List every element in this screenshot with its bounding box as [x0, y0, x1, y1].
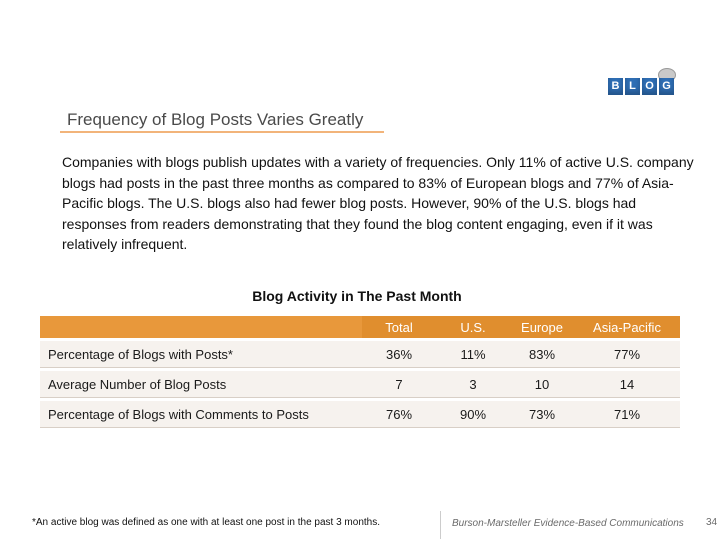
row-label: Average Number of Blog Posts — [40, 371, 362, 398]
footnote: *An active blog was defined as one with at least one post in the past 3 months. — [32, 517, 380, 528]
table-cell: 76% — [362, 401, 436, 428]
blog-logo — [608, 74, 678, 102]
table-cell: 36% — [362, 341, 436, 368]
table-cell: 83% — [510, 341, 574, 368]
table-cell: 90% — [436, 401, 510, 428]
footer-divider — [440, 511, 441, 539]
table-cell: 10 — [510, 371, 574, 398]
header-blank-cell — [40, 316, 362, 338]
logo-letter: B — [608, 78, 623, 95]
blog-logo-letters — [608, 78, 674, 95]
page-number: 34 — [706, 517, 718, 528]
table-row — [40, 371, 680, 398]
logo-letter: L — [625, 78, 640, 95]
logo-letter: G — [659, 78, 674, 95]
column-header: Total — [362, 316, 436, 338]
table-header-row — [40, 316, 680, 338]
table-row — [40, 341, 680, 368]
table-cell: 73% — [510, 401, 574, 428]
table-row — [40, 401, 680, 428]
table-cell: 3 — [436, 371, 510, 398]
row-label: Percentage of Blogs with Posts* — [40, 341, 362, 368]
column-header: Europe — [510, 316, 574, 338]
title-underline — [60, 131, 384, 133]
table-cell: 77% — [574, 341, 680, 368]
row-label: Percentage of Blogs with Comments to Posts — [40, 401, 362, 428]
logo-letter: O — [642, 78, 657, 95]
footer-credit: Burson-Marsteller Evidence-Based Communications — [452, 518, 684, 529]
slide-title: Frequency of Blog Posts Varies Greatly — [67, 110, 364, 129]
table-cell: 11% — [436, 341, 510, 368]
table-title: Blog Activity in The Past Month — [252, 288, 462, 304]
body-paragraph: Companies with blogs publish updates with a variety of frequencies. Only 11% of active U.S. company blogs had posts in the past three months as compared to 83% of European blogs and 77% of Asia-Pacific blogs. The U.S. blogs also had fewer blog posts. However, 90% of the U.S. blogs had responses from readers demonstrating that they found the blog content engaging, even if it was relatively infrequent. — [62, 154, 694, 252]
blog-activity-table — [40, 313, 680, 431]
table-cell: 7 — [362, 371, 436, 398]
column-header: U.S. — [436, 316, 510, 338]
column-header: Asia-Pacific — [574, 316, 680, 338]
table-cell: 71% — [574, 401, 680, 428]
table-cell: 14 — [574, 371, 680, 398]
